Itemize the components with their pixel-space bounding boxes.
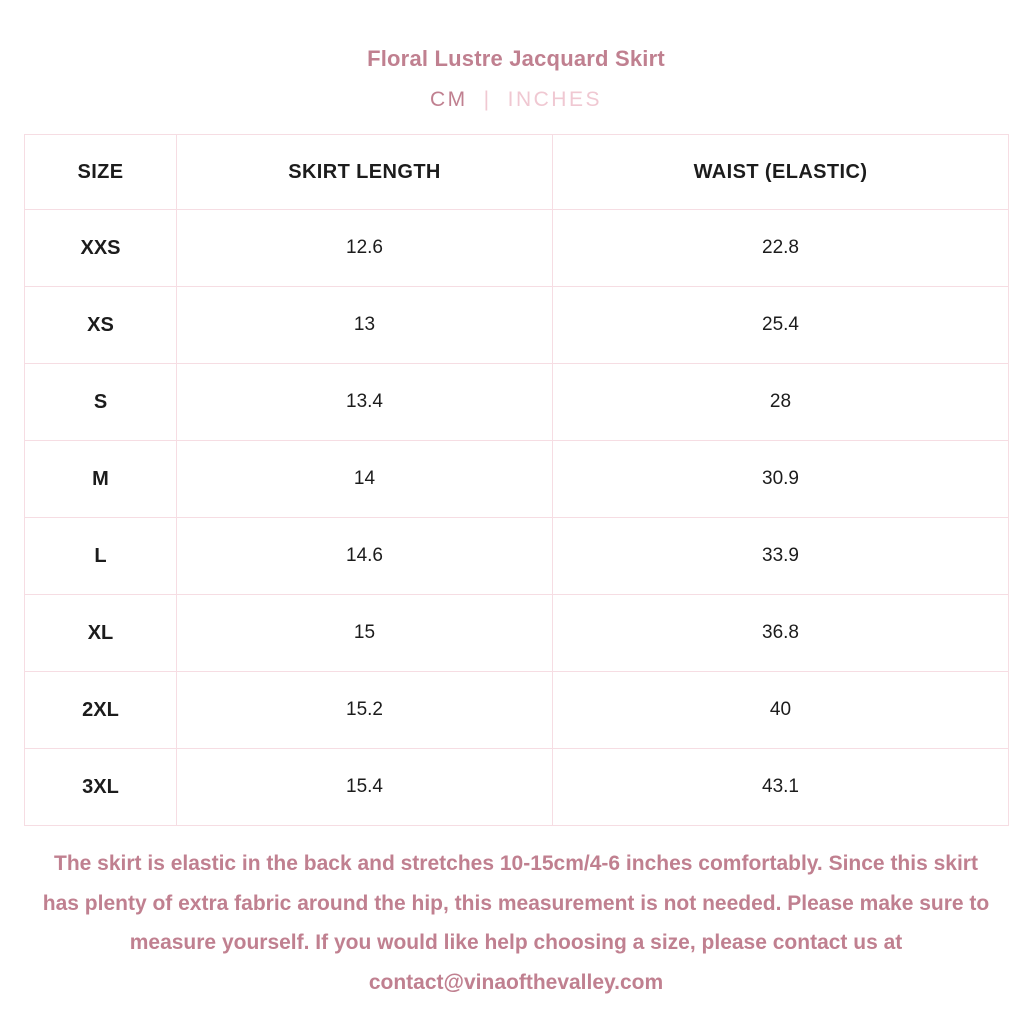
cell-skirt-length: 13.4 [177,364,553,441]
cell-size: 2XL [25,672,177,749]
cell-skirt-length: 15.4 [177,749,553,826]
table-row [25,287,1009,364]
cell-size: XL [25,595,177,672]
cell-skirt-length: 12.6 [177,210,553,287]
column-header-waist: WAIST (ELASTIC) [553,135,1009,210]
cell-size: 3XL [25,749,177,826]
cell-size: L [25,518,177,595]
table-row [25,672,1009,749]
size-table-wrapper [24,134,1008,826]
cell-waist: 33.9 [553,518,1009,595]
cell-waist: 40 [553,672,1009,749]
column-header-skirt-length: SKIRT LENGTH [177,135,553,210]
table-row [25,518,1009,595]
table-row [25,441,1009,518]
cell-skirt-length: 15.2 [177,672,553,749]
cell-size: M [25,441,177,518]
cell-waist: 43.1 [553,749,1009,826]
cell-waist: 28 [553,364,1009,441]
cell-waist: 25.4 [553,287,1009,364]
footnote-text: The skirt is elastic in the back and stretches 10-15cm/4-6 inches comfortably. Since this skirt has plenty of extra fabric around the hip, this measurement is not needed. Please make sure to measure yourself. If you would like help choosing a size, please contact us at contact@vinaofthevalley.com [42,852,990,994]
table-row [25,210,1009,287]
unit-option-inches[interactable]: INCHES [507,88,602,112]
cell-waist: 22.8 [553,210,1009,287]
unit-toggle[interactable] [0,88,1032,112]
cell-size: S [25,364,177,441]
cell-skirt-length: 13 [177,287,553,364]
cell-skirt-length: 14 [177,441,553,518]
cell-waist: 30.9 [553,441,1009,518]
cell-size: XS [25,287,177,364]
cell-waist: 36.8 [553,595,1009,672]
page-title: Floral Lustre Jacquard Skirt [367,46,665,71]
cell-size: XXS [25,210,177,287]
table-row [25,364,1009,441]
cell-skirt-length: 14.6 [177,518,553,595]
unit-option-cm[interactable]: CM [430,88,468,112]
size-table [24,134,1009,826]
unit-separator: | [483,88,492,112]
table-row [25,595,1009,672]
column-header-size: SIZE [25,135,177,210]
table-header-row [25,135,1009,210]
cell-skirt-length: 15 [177,595,553,672]
table-row [25,749,1009,826]
